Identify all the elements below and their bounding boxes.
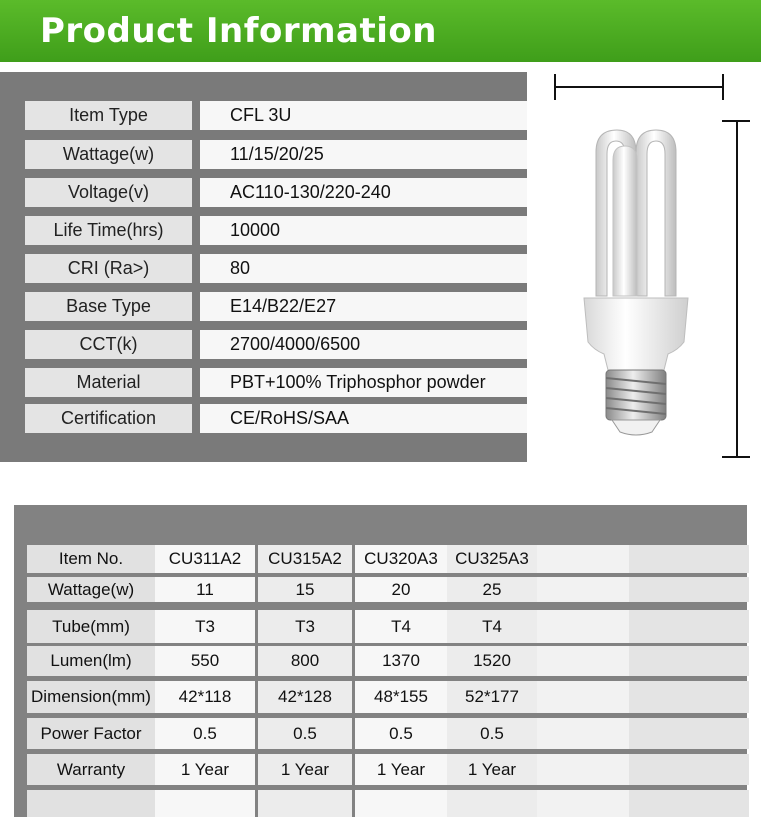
table-blank-cell: [629, 790, 749, 817]
spec-row: [25, 140, 527, 169]
spec-label: CRI (Ra>): [25, 254, 192, 283]
table-cell: 52*177: [447, 681, 537, 713]
spec-label: Base Type: [25, 292, 192, 321]
table-row: [27, 790, 749, 817]
spec-value: 80: [200, 254, 527, 283]
table-blank-cell: [629, 577, 749, 602]
spec-label: Life Time(hrs): [25, 216, 192, 245]
table-cell: 1 Year: [447, 754, 537, 785]
table-cell: 1 Year: [355, 754, 447, 785]
table-header-cell: CU315A2: [258, 545, 352, 573]
width-dimension-line: [555, 86, 723, 88]
spec-value: 2700/4000/6500: [200, 330, 527, 359]
spec-row: [25, 292, 527, 321]
table-row-label: Tube(mm): [27, 610, 155, 643]
table-row: [27, 646, 749, 676]
table-blank-cell: [537, 577, 629, 602]
table-cell: 0.5: [447, 718, 537, 749]
table-cell: T4: [447, 610, 537, 643]
table-blank-cell: [27, 790, 155, 817]
table-blank-cell: [537, 718, 629, 749]
spec-value: 10000: [200, 216, 527, 245]
table-header-cell: Item No.: [27, 545, 155, 573]
table-cell: T3: [258, 610, 352, 643]
spec-label: Item Type: [25, 101, 192, 130]
table-row: [27, 610, 749, 643]
table-header-cell: CU325A3: [447, 545, 537, 573]
table-row: [27, 577, 749, 602]
table-cell: 42*128: [258, 681, 352, 713]
table-blank-cell: [537, 790, 629, 817]
spec-value: PBT+100% Triphosphor powder: [200, 368, 527, 397]
page-title: Product Information: [40, 11, 437, 51]
table-cell: 1 Year: [258, 754, 352, 785]
spec-value: E14/B22/E27: [200, 292, 527, 321]
table-blank-cell: [629, 545, 749, 573]
table-cell: 1 Year: [155, 754, 255, 785]
spec-value: 11/15/20/25: [200, 140, 527, 169]
table-row-label: Dimension(mm): [27, 681, 155, 713]
table-cell: 1370: [355, 646, 447, 676]
spec-label: CCT(k): [25, 330, 192, 359]
table-blank-cell: [258, 790, 352, 817]
spec-label: Certification: [25, 404, 192, 433]
table-row-label: Power Factor: [27, 718, 155, 749]
table-blank-cell: [629, 646, 749, 676]
table-cell: 1520: [447, 646, 537, 676]
table-row-label: Warranty: [27, 754, 155, 785]
table-row: [27, 754, 749, 785]
table-row: [27, 718, 749, 749]
table-blank-cell: [629, 610, 749, 643]
cfl-3u-bulb-icon: [578, 128, 694, 438]
table-cell: 15: [258, 577, 352, 602]
spec-row: [25, 178, 527, 207]
table-header-cell: CU320A3: [355, 545, 447, 573]
table-cell: T3: [155, 610, 255, 643]
table-cell: 0.5: [355, 718, 447, 749]
height-dimension-line: [736, 120, 738, 458]
table-blank-cell: [629, 718, 749, 749]
table-blank-cell: [155, 790, 255, 817]
table-cell: T4: [355, 610, 447, 643]
spec-value: CFL 3U: [200, 101, 527, 130]
table-blank-cell: [537, 545, 629, 573]
table-row-label: Lumen(lm): [27, 646, 155, 676]
width-dimension-tick-right: [722, 74, 724, 100]
table-blank-cell: [447, 790, 537, 817]
table-blank-cell: [537, 681, 629, 713]
header-banner: [0, 0, 761, 62]
spec-value: CE/RoHS/SAA: [200, 404, 527, 433]
table-blank-cell: [629, 681, 749, 713]
spec-row: [25, 254, 527, 283]
table-cell: 20: [355, 577, 447, 602]
spec-row: [25, 404, 527, 433]
table-header-row: [27, 545, 749, 573]
spec-label: Material: [25, 368, 192, 397]
table-blank-cell: [537, 610, 629, 643]
table-row: [27, 681, 749, 713]
table-header-cell: CU311A2: [155, 545, 255, 573]
table-cell: 48*155: [355, 681, 447, 713]
spec-row: [25, 216, 527, 245]
table-cell: 550: [155, 646, 255, 676]
table-cell: 0.5: [155, 718, 255, 749]
table-row-label: Wattage(w): [27, 577, 155, 602]
spec-label: Voltage(v): [25, 178, 192, 207]
table-blank-cell: [629, 754, 749, 785]
table-blank-cell: [355, 790, 447, 817]
height-dimension-tick-bottom: [722, 456, 750, 458]
table-blank-cell: [537, 646, 629, 676]
spec-row: [25, 101, 527, 130]
spec-row: [25, 368, 527, 397]
spec-value: AC110-130/220-240: [200, 178, 527, 207]
table-cell: 0.5: [258, 718, 352, 749]
table-cell: 42*118: [155, 681, 255, 713]
spec-row: [25, 330, 527, 359]
table-blank-cell: [537, 754, 629, 785]
table-cell: 11: [155, 577, 255, 602]
table-cell: 25: [447, 577, 537, 602]
table-cell: 800: [258, 646, 352, 676]
spec-label: Wattage(w): [25, 140, 192, 169]
